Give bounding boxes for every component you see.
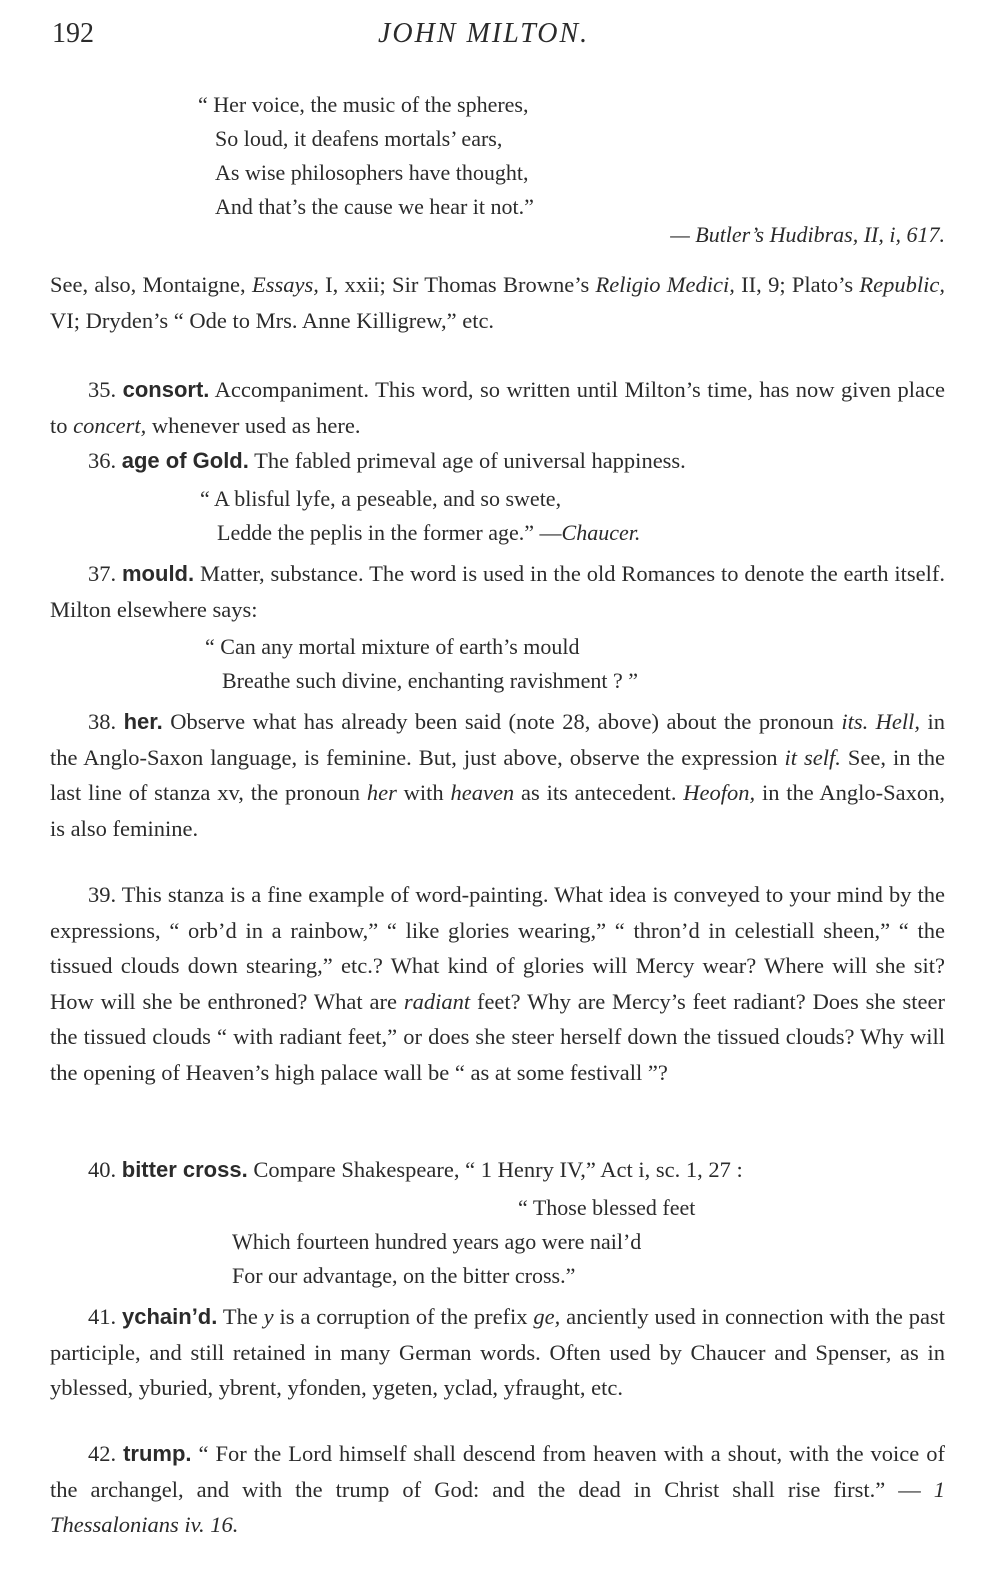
running-title: JOHN MILTON. (378, 18, 590, 49)
note-35: 35. consort. Accompaniment. This word, so written until Milton’s time, has now given place to concert, whenever used as here. (50, 377, 946, 438)
note-number: 35. (88, 377, 123, 402)
note-number: 38. (88, 709, 124, 734)
note-number: 39. (88, 882, 122, 907)
note-keyword: age of Gold. (121, 448, 249, 473)
note-number: 41. (88, 1304, 122, 1329)
quote-line: So loud, it deafens mortals’ ears, (215, 126, 503, 151)
butler-quote (198, 88, 534, 224)
page-number: 192 (52, 18, 94, 49)
note-42: 42. trump. “ For the Lord himself shall descend from heaven with a shout, with the voice of the archangel, and with the trump of God: and the dead in Christ shall rise first.” — 1 Thessalonians iv. 16. (50, 1441, 945, 1537)
chaucer-quote (200, 482, 640, 550)
quote-line: Breathe such divine, enchanting ravishment ? ” (222, 668, 639, 693)
note-keyword: mould. (122, 561, 195, 586)
milton-quote (205, 630, 638, 698)
shakespeare-quote (232, 1191, 695, 1293)
quote-line: “ Those blessed feet (518, 1195, 696, 1220)
quote-attribution: Chaucer. (561, 520, 641, 545)
quote-line: “ A blisful lyfe, a peseable, and so swete, (200, 486, 562, 511)
note-41: 41. ychain’d. The y is a corruption of the prefix ge, anciently used in connection with the past participle, and still retained in many German words. Often used by Chaucer and Spenser, as in yblessed, yburied, ybrent, yfonden, ygeten, yclad, yfraught, etc. (50, 1304, 946, 1400)
note-36: 36. age of Gold. The fabled primeval age of universal happiness. (88, 448, 686, 473)
note-number: 42. (88, 1441, 124, 1466)
butler-attribution: — Butler’s Hudibras, II, i, 617. (670, 222, 945, 247)
note-number: 37. (88, 561, 122, 586)
see-also-paragraph: See, also, Montaigne, Essays, I, xxii; Sir Thomas Browne’s Religio Medici, II, 9; Plato’s Republic, VI; Dryden’s “ Ode to Mrs. Anne Killigrew,” etc. (50, 272, 946, 333)
note-keyword: consort. (122, 377, 210, 402)
note-37: 37. mould. Matter, substance. The word is used in the old Romances to denote the earth itself. Milton elsewhere says: (50, 561, 946, 622)
quote-line: For our advantage, on the bitter cross.” (232, 1263, 576, 1288)
quote-line: As wise philosophers have thought, (215, 160, 529, 185)
note-keyword: trump. (123, 1441, 192, 1466)
note-keyword: her. (123, 709, 163, 734)
note-keyword: bitter cross. (121, 1157, 248, 1182)
quote-line: “ Can any mortal mixture of earth’s mould (205, 634, 580, 659)
quote-line: Which fourteen hundred years ago were nail’d (232, 1229, 642, 1254)
quote-line: “ Her voice, the music of the spheres, (198, 92, 529, 117)
note-40: 40. bitter cross. Compare Shakespeare, “ 1 Henry IV,” Act i, sc. 1, 27 : (88, 1157, 743, 1182)
note-number: 36. (88, 448, 122, 473)
note-38: 38. her. Observe what has already been said (note 28, above) about the pronoun its. Hell, in the Anglo-Saxon language, is feminine. But, just above, observe the expression it self. See, in the last line of stanza xv, the pronoun her with heaven as its antecedent. Heofon, in the Anglo-Saxon, is also feminine. (50, 709, 946, 841)
quote-line: And that’s the cause we hear it not.” (215, 194, 534, 219)
note-number: 40. (88, 1157, 122, 1182)
note-39: 39. This stanza is a fine example of word-painting. What idea is conveyed to your mind by the expressions, “ orb’d in a rainbow,” “ like glories wearing,” “ thron’d in celestiall sheen,” “ the tissued clouds down stearing,” etc.? What kind of glories will Mercy wear? Where will she sit? How will she be enthroned? What are radiant feet? Why are Mercy’s feet radiant? Does she steer the tissued clouds “ with radiant feet,” or does she steer herself down the tissued clouds? Why will the opening of Heaven’s high palace wall be “ as at some festivall ”? (50, 882, 946, 1085)
quote-line: Ledde the peplis in the former age.” —Chaucer. (217, 520, 641, 545)
note-keyword: ychain’d. (122, 1304, 218, 1329)
